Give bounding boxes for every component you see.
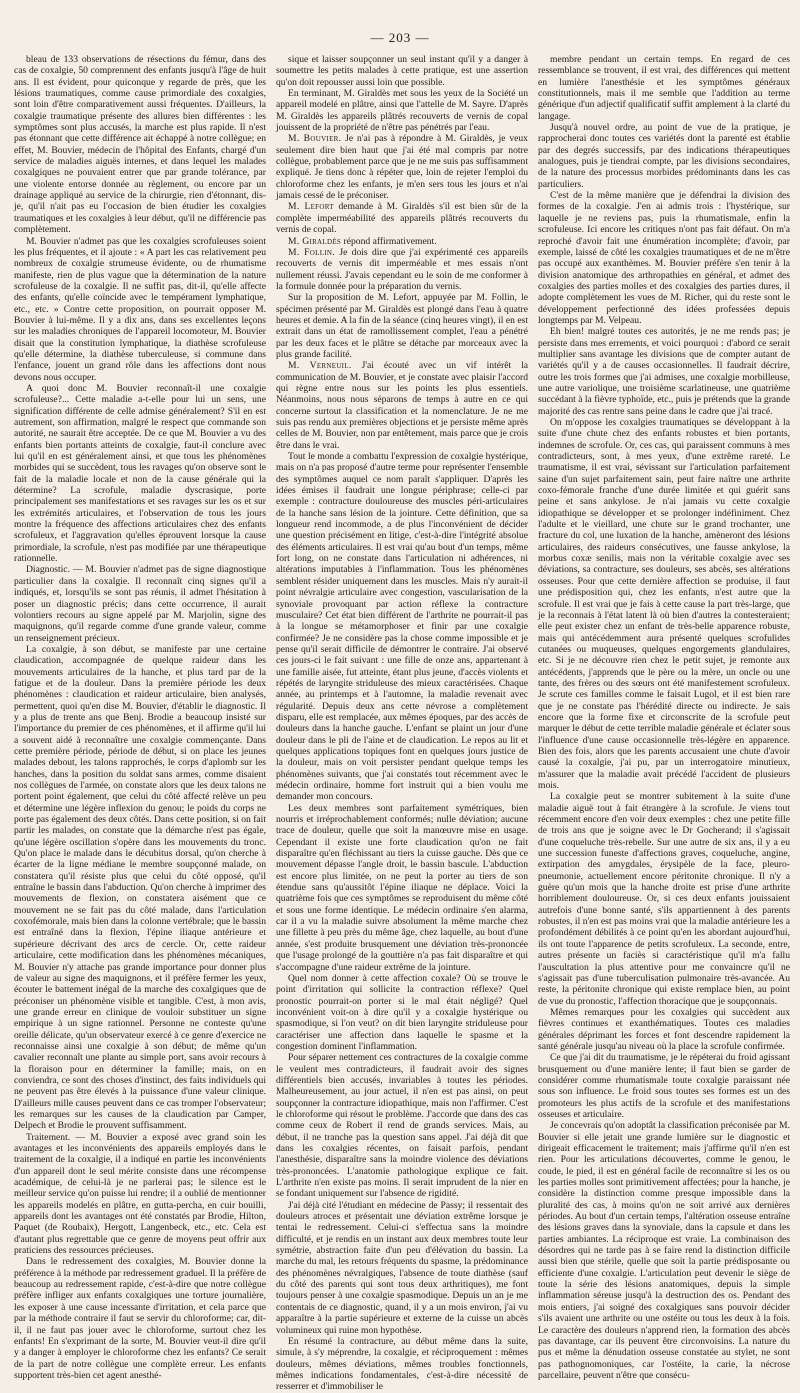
paragraph-text: Mêmes remarques pour les coxalgies qui succèdent aux fièvres continues et exanthématiques. Toutes ces maladies générales déprimant les forces et font descendre rapidement la santé générale jusqu'au niveau où la place la scrofule confirmée.	[538, 1006, 790, 1052]
paragraph	[538, 190, 790, 326]
paragraph	[276, 54, 528, 88]
paragraph-text: M. Bouvier n'admet pas que les coxalgies scrofuleuses soient les plus fréquentes, et il ajoute : « A part les cas relativement peu nombreux de coxalgie strumeuse évidente, ou de rhumatisme manifeste, rien de plus vague que la détermination de la nature scrofuleuse de la coxalgie. Il ne suffit pas, dit-il, qu'elle affecte des enfants, qu'elle coïncide avec le tempérament lymphatique, etc., etc. » Contre cette proposition, on pourrait opposer M. Bouvier à lui-même. Il y a dix ans, dans ses excellentes leçons sur les maladies chroniques de l'appareil locomoteur, M. Bouvier disait que la constitution lymphatique, la diathèse scrofuleuse qu'elle détermine, la diathèse tuberculeuse, si commune dans l'enfance, jouent un grand rôle dans les affections dont nous devons nous occuper.	[14, 235, 266, 383]
speaker-name: M. Follin.	[288, 246, 335, 258]
paragraph	[14, 1132, 266, 1257]
paragraph	[538, 417, 790, 791]
paragraph-text: J'ai écouté avec un vif intérêt la communication de M. Bouvier, et je constate avec plaisir l'accord qui règne entre nous sur les points les plus essentiels. Néanmoins, nous nous séparons de temps à autre en ce qui concerne surtout la classification et la nomenclature. Je ne me suis pas rendu aux premières objections et je persiste même après celles de M. Bouvier, non par entêtement, mais parce que je crois être dans le vrai.	[276, 360, 528, 451]
paragraph-text: En résumé la contracture, au début même dans la suite, simule, à s'y méprendre, la coxalgie, et réciproquement : mêmes douleurs, mêmes déviations, mêmes troubles fonctionnels, mêmes indications fondamentales, c'est-à-dire nécessité de resserrer et d'immobiliser le	[276, 1335, 528, 1393]
page-number: — 203 —	[370, 30, 430, 45]
paragraph	[276, 973, 528, 1052]
speaker-name: M. Giraldès	[288, 235, 342, 247]
paragraph	[276, 1052, 528, 1199]
paragraph-text: bleau de 133 observations de résections du fémur, dans des cas de coxalgie, 50 comprennent des enfants jusqu'à l'âge de huit ans. Il est évident, pour quiconque y regarde de près, que les lésions traumatiques, comme cause primordiale des coxalgies, sont loin d'être comparativement aussi fréquentes. D'ailleurs, la coxalgie traumatique présente des allures bien différentes : les symptômes sont plus accusés, la marche est plus rapide. Il n'est pas étonnant que cette différence ait échappé à notre collègue; en effet, M. Bouvier, médecin de l'hôpital des Enfants, chargé d'un service de maladies aiguës internes, et dans lequel les malades coxalgiques ne pouvaient entrer que par grande tolérance, par une violente entorse donnée au règlement, ou encore par un drainage appliqué au service de la chirurgie, rien d'étonnant, dis-je, qu'il n'ait pas eu l'occasion de bien étudier les coxalgies traumatiques et les coxalgies à leur début, qu'il ne différencie pas complètement.	[14, 54, 266, 236]
paragraph	[14, 644, 266, 1132]
paragraph-text: Dans le redressement des coxalgies, M. Bouvier donne la préférence à la méthode par redressement graduel. Il la préfère de beaucoup au redressement rapide, c'est-à-dire que notre collègue préfère infliger aux enfants coxalgiques une torture journalière, les exposer à une cause incessante d'irritation, et cela parce que par la méthode contraire il faut se servir du chloroforme; car, dit-il, il ne faut pas jouer avec le chloroforme, surtout chez les enfants! En s'exprimant de la sorte, M. Bouvier veut-il dire qu'il y a danger à employer le chloroforme chez les enfants? Ce serait de la part de notre collègue une complète erreur. Les enfants supportent très-bien cet agent anesthé-	[14, 1256, 266, 1381]
paragraph-text: Je dois dire que j'ai expérimenté ces appareils recouverts de vernis dit imperméable et mes essais n'ont nullement réussi. J'avais cependant eu le soin de me conformer à la formule donnée pour la préparation du vernis.	[276, 246, 529, 292]
text-column-right	[538, 54, 790, 1381]
paragraph-text: Diagnostic. — M. Bouvier n'admet pas de signe diagnostique particulier dans la coxalgie. Il reconnaît cinq signes qu'il a indiqués, et, lorsqu'ils se sont pas réunis, il admet l'hésitation à poser un diagnostic précis; dans cette occurrence, il aurait volontiers recours au signe appelé par M. Marjolin, signe des maquignons, qu'il regarde comme d'une grande valeur, comme un renseignement précieux.	[14, 564, 266, 644]
paragraph-text: Eh bien! malgré toutes ces autorités, je ne me rends pas; je persiste dans mes errements, et voici pourquoi : d'abord ce serait multiplier sans avantage les divisions que de compter autant de variétés qu'il y a de causes occasionnelles. Il faudrait décrire, outre les trois formes que j'ai admises, une coxalgie morbilleuse, une autre variolique, une troisième scarlatineuse, une quatrième succédant à la fièvre typhoïde, etc., puis je prétends que la grande majorité des cas rentre sans peine dans le cadre que j'ai tracé.	[538, 326, 790, 417]
paragraph	[14, 383, 266, 565]
paragraph	[14, 54, 266, 236]
paragraph-text: J'ai déjà cité l'étudiant en médecine de Passy; il ressentait des douleurs atroces et présentait une déviation extrême lorsque je tentai le redressement. Celui-ci s'effectua sans la moindre difficulté, et je rendis en un instant aux deux membres toute leur symétrie, abstraction faite d'un peu d'élévation du bassin. La marche du mal, les retours fréquents du spasme, la prédominance des phénomènes névralgiques, l'absence de toute diathèse (sauf du côté des parents qui sont tous deux arthritiques), me font toujours penser à une coxalgie spasmodique. Depuis un an je me contentais de ce diagnostic, quand, il y a un mois environ, j'ai vu apparaître à la partie supérieure et externe de la cuisse un abcès volumineux qui ruine mon hypothèse.	[276, 1199, 528, 1336]
paragraph	[14, 236, 266, 383]
paragraph	[276, 1200, 528, 1336]
speaker-name: M. Lefort	[288, 201, 334, 213]
paragraph-text: répond affirmativement.	[343, 235, 437, 247]
paragraph	[276, 247, 528, 292]
text-column-left	[14, 54, 267, 1381]
paragraph-text: C'est de la même manière que je défendrai la division des formes de la coxalgie. J'en ai admis trois : l'hystérique, sur laquelle je ne reviens pas, puis la rhumatismale, enfin la scrofuleuse. Ici encore les critiques n'ont pas fait défaut. On m'a reproché d'avoir fait une énumération incomplète; d'avoir, par exemple, laissé de côté les coxalgies traumatiques et de ne m'être pas occupé aux exanthèmes. M. Bouvier préfère s'en tenir à la division anatomique des arthropathies en général, et admet des coxalgies des parties molles et des coxalgies des parties dures, il adopte complètement les vues de M. Richer, qui du reste sont le développement perfectionné des idées professées depuis longtemps par M. Velpeau.	[538, 190, 790, 326]
paragraph	[538, 1120, 790, 1381]
paragraph-text: Traitement. — M. Bouvier a exposé avec grand soin les avantages et les inconvénients des appareils employés dans le traitement de la coxalgie, il a indiqué en partie les inconvénients d'un appareil dont le seul mérite consiste dans une récompense académique, de celui-là je ne parlerai pas; le silence est le meilleur service qu'on puisse lui rendre; il a oublié de mentionner les appareils modelés en plâtre, en gutta-percha, en cuir bouilli, appareils dont les avantages ont été constatés par Brodie, Hilton, Paquet (de Roubaix), Hergott, Langenbeck, etc., etc. Cela est d'autant plus regrettable que ce genre de moyens peut offrir aux praticiens des ressources précieuses.	[14, 1131, 266, 1257]
paragraph	[14, 564, 266, 643]
paragraph	[538, 326, 790, 417]
paragraph	[14, 1256, 266, 1381]
paragraph-text: Je n'ai pas à répondre à M. Giraldès, je veux seulement dire bien haut que j'ai été mal compris par notre collègue, probablement parce que je ne me suis pas suffisamment expliqué. Je tiens donc à répéter que, loin de rejeter l'emploi du chloroforme chez les enfants, je m'en sers tous les jours et n'ai jamais cessé de le préconiser.	[276, 133, 528, 202]
speaker-name: M. Bouvier.	[288, 133, 342, 145]
paragraph	[538, 1052, 790, 1120]
paragraph-text: Quel nom donner à cette affection coxale? Où se trouve le point d'irritation qui sollicite la contraction réflexe? Quel pronostic pourrait-on porter si le mal était négligé? Quel inconvénient voit-on à dire qu'il y a coxalgie hystérique ou spasmodique, si l'on veut? on dit bien laryngite striduleuse pour caractériser une affection dans laquelle le spasme et la congestion dominent l'inflammation.	[276, 972, 528, 1052]
paragraph-text: Ce que j'ai dit du traumatisme, je le répéterai du froid agissant brusquement ou d'une manière lente; il faut bien se garder de considérer comme rhumatismale toute coxalgie paraissant née sous son influence. Le froid sous toutes ses formes est un des promoteurs les plus actifs de la scrofule et des manifestations osseuses et articulaire.	[538, 1052, 790, 1120]
paragraph-text: Jusqu'à nouvel ordre, au point de vue de la pratique, je rapprocherai donc toutes ces variétés dont la parenté est établie par des degrés successifs, par des indications thérapeutiques analogues, puis je tiendrai compte, par les divisions secondaires, de la nature des processus morbides prédominants dans les cas particuliers.	[538, 122, 790, 190]
paragraph	[276, 292, 528, 360]
paragraph-text: En terminant, M. Giraldès met sous les yeux de la Société un appareil modelé en plâtre, ainsi que l'attelle de M. Sayre. D'après M. Giraldès les appareils plâtrés recouverts de vernis de copal jouissent de la propriété de n'être pas pénétrés par l'eau.	[276, 88, 528, 134]
paragraph	[276, 451, 528, 803]
paragraph	[276, 1336, 528, 1393]
paragraph-text: Sur la proposition de M. Lefort, appuyée par M. Follin, le spécimen présenté par M. Giraldès est plongé dans l'eau à quatre heures et demie. A la fin de la séance (cinq heures vingt), il en est extrait dans un état de ramollissement complet, l'eau a pénétré par les deux faces et le plâtre se détache par morceaux avec la plus grande facilité.	[276, 292, 528, 360]
paragraph-text: La coxalgie peut se montrer subitement à la suite d'une maladie aiguë tout à fait étrangère à la scrofule. Je viens tout récemment encore d'en voir deux exemples : chez une petite fille de trois ans que je soigne avec le Dr Gocherand; il s'agissait d'une coqueluche très-rebelle. Sur une autre de six ans, il y a eu une succession funeste d'affections graves, coqueluche, angine, extirpation des amygdales, érysipèle de la face, pleuro-pneumonie, actuellement encore péritonite chronique. Il n'y a guère qu'un mois que la hanche droite est prise d'une arthrite horriblement douloureuse. Or, si ces deux enfants jouissaient autrefois d'une bonne santé, s'ils appartiennent à des parents robustes, il n'en est pas moins vrai que la maladie antérieure les a profondément débilités à ce point qu'en les abordant aujourd'hui, ils ont toute l'apparence de petits scrofuleux. La seconde, entre, autres présente un faciès si caractéristique qu'il m'a fallu l'auscultation la plus attentive pour me convaincre qu'il ne s'agissait pas d'une tuberculisation pulmonaire très-avancée. Au reste, la péritonite chronique qui existe remplace bien, au point de vue du pronostic, l'affection thoracique que je soupçonnais.	[538, 791, 790, 1007]
paragraph	[276, 360, 528, 451]
paragraph	[538, 122, 790, 190]
paragraph	[538, 54, 790, 122]
paragraph-text: sique et laisser soupçonner un seul instant qu'il y a danger à soumettre les petits malades à cette pratique, est une assertion qu'on doit repousser aussi loin que possible.	[276, 54, 528, 88]
paragraph-text: Je concevrais qu'on adoptât la classification préconisée par M. Bouvier si elle jetait une grande lumière sur le diagnostic et dirigeait efficacement le traitement; mais j'affirme qu'il n'en est rien. Pour les articulations découvertes, comme le genou, le coude, le pied, il est en général facile de reconnaître si les os ou les parties molles sont primitivement affectées; pour la hanche, je considère la distinction comme presque impossible dans la pluralité des cas, à moins qu'on ne soit arrivé aux dernières périodes. Au bout d'un certain temps, l'altération osseuse entraîne des lésions graves dans la synoviale, dans la capsule et dans les parties ambiantes. La réciproque est vraie. La combinaison des désordres qui ne tarde pas à se faire rend la distinction difficile aussi bien que stérile, quelle que soit la partie prédisposante ou efficiente d'une coxalgie. L'articulation peut devenir le siège de toute la série des lésions anatomiques, depuis la simple inflammation séreuse jusqu'à la destruction des os. Pendant des mois entiers, j'ai soigné des coxalgiques sans pouvoir décider s'ils avaient une arthrite ou une ostéite ou tous les deux à la fois. Le caractère des douleurs n'apprend rien, la formation des abcès pas davantage, car ils peuvent être circonvoisins. La nature du pus et même la dénudation osseuse constatée au stylet, ne sont pas pathognomoniques, car l'ostéite, la carie, la nécrose parcellaire, peuvent n'être que consécu-	[538, 1120, 790, 1381]
paragraph	[276, 133, 528, 201]
paragraph-text: demande à M. Giraldès s'il est bien sûr de la complète imperméabilité des appareils plâtrés recouverts du vernis de copal.	[276, 201, 528, 236]
paragraph-text: Les deux membres sont parfaitement symétriques, bien nourris et irréprochablement conformés; nulle déviation; aucune trace de douleur, quelle que soit la manœuvre mise en usage. Cependant il existe une forte claudication qu'on ne fait disparaître qu'en fléchissant au tiers la cuisse gauche. Dès que ce mouvement dépasse l'angle droit, le bassin bascule. L'abduction est encore plus limitée, on ne peut la porter au tiers de son étendue sans qu'aussitôt l'épine iliaque ne déplace. Voici la quatrième fois que ces symptômes se reproduisent du même côté et sous une forme identique. Le médecin ordinaire s'en alarma, car il a vu la maladie suivre absolument la même marche chez une fillette à peu près du même âge, chez laquelle, au bout d'une année, s'est produite brusquement une déviation très-prononcée que l'usage prolongé de la gouttière n'a pas fait disparaître et qui s'accompagne d'une raideur extrême de la jointure.	[276, 802, 528, 973]
paragraph-text: A quoi donc M. Bouvier reconnaît-il une coxalgie scrofuleuse?... Cette maladie a-t-elle pour lui un sens, une signification différente de celle admise généralement? S'il en est autrement, son affirmation, malgré le respect que commande son autorité, ne saurait être acceptée. De ce que M. Bouvier a vu des enfants bien portants atteints de coxalgie, faut-il conclure avec lui qu'il en est généralement ainsi, et que tous les phénomènes morbides qui se succèdent, tous les ravages qu'on observe sont le fait de la maladie locale et non de la cause générale qui la détermine? La scrofule, maladie dyscrasique, porte principalement ses manifestations et ses ravages sur les os et sur les extrémités articulaires, et l'observation de tous les jours montre la fréquence des affections articulaires chez des enfants scrofuleux, et l'aggravation qu'elles éprouvent lorsque la cause primordiale, la scrofule, n'est pas modifiée par une thérapeutique rationnelle.	[14, 382, 266, 565]
paragraph	[538, 791, 790, 1007]
paragraph	[538, 1007, 790, 1052]
paragraph	[276, 803, 528, 973]
speaker-name: M. Verneuil.	[288, 360, 352, 372]
paragraph-text: membre pendant un certain temps. En regard de ces ressemblance se trouvent, il est vrai, des différences qui mettent en lumière l'anesthésie et les symptômes généraux constitutionnels, mais il me semble que l'addition au terme générique d'un adjectif qualificatif suffit amplement à la clarté du langage.	[538, 54, 790, 122]
paragraph	[276, 201, 528, 235]
paragraph-text: Tout le monde a combattu l'expression de coxalgie hystérique, mais on n'a pas proposé d'autre terme pour représenter l'ensemble des symptômes auquel ce nom paraît s'appliquer. D'après les idées émises il faudrait une longue périphrase; celle-ci par exemple : contracture douloureuse des muscles péri-articulaires de la hanche sans lésion de la jointure. Cette définition, que sa longueur rend incommode, a de plus l'inconvénient de décider une question précisément en litige, c'est-à-dire l'intégrité absolue des éléments articulaires. Il est vrai qu'au bout d'un temps, même fort long, on ne constate dans l'articulation ni adhérences, ni altérations imputables à l'inflammation. Tous les phénomènes semblent résider uniquement dans les muscles. Mais n'y aurait-il point névralgie articulaire avec congestion, vascularisation de la synoviale provoquant par action réflexe la contracture musculaire? Cet état bien différent de l'arthrite ne pourrait-il pas à la longue se métamorphoser et finir par une coxalgie confirmée? Je ne considère pas la chose comme impossible et je pense qu'il serait difficile de démontrer le contraire. J'ai observé ces jours-ci le fait suivant : une fille de onze ans, appartenant à une famille aisée, fut atteinte, étant plus jeune, d'accès violents et répétés de laryngite striduleuse des mieux caractérisées. Chaque année, au printemps et à l'automne, la maladie revenait avec régularité. Depuis deux ans cette névrose a complètement disparu, elle est remplacée, aux mêmes époques, par des accès de douleurs dans la hanche gauche. L'enfant se plaint un jour d'une douleur dans le pli de l'aine et de claudication. Le repos au lit et quelques applications topiques font en quelques jours justice de la douleur, mais on voit persister pendant quelque temps les phénomènes suivants, que j'ai constatés tout récemment avec le médecin ordinaire, homme fort instruit qui a bien voulu me demander mon concours.	[276, 451, 528, 803]
text-column-middle	[276, 54, 529, 1393]
paragraph	[276, 236, 528, 247]
paragraph-text: Pour séparer nettement ces contractures de la coxalgie comme le veulent mes contradicteurs, il faudrait avoir des signes différentiels bien accusés, invariables à toutes les périodes. Malheureusement, au jour actuel, il n'en est pas ainsi, on peut soupçonner la contracture idiopathique, mais non l'affirmer. C'est le chloroforme qui résout le problème. J'accorde que dans des cas comme ceux de Robert il rend de grands services. Mais, au début, il ne tranche pas la question sans appel. J'ai déjà dit que dans les coxalgies récentes, on faisait parfois, pendant l'anesthésie, disparaître sans la moindre violence des déviations très-prononcées. L'anatomie pathologique explique ce fait. L'arthrite n'en existe pas moins. Il serait imprudent de la nier en se fondant uniquement sur l'absence de rigidité.	[276, 1052, 528, 1200]
paragraph	[276, 88, 528, 133]
paragraph-text: La coxalgie, à son début, se manifeste par une certaine claudication, accompagnée de quelque raideur dans les mouvements articulaires de la hanche, et plus tard par de la fatigue et de la douleur. Dans la première période les deux phénomènes : claudication et raideur articulaire, bien analysés, permettent, quoi qu'en dise M. Bouvier, d'établir le diagnostic. Il y a plus de trente ans que Benj. Brodie a beaucoup insisté sur l'importance du premier de ces phénomènes, et il affirme qu'il lui a souvent aidé à reconnaître une coxalgie commençante. Dans cette première période, période de début, si on place les jeunes malades debout, les talons rapprochés, le corps d'aplomb sur les hanches, dans la position du soldat sans armes, comme disaient nos collègues de l'armée, on constate alors que les deux talons ne portent point également, que celui du côté affecté relève un peu et détermine une légère inflexion du genou; le poids du corps ne porte pas également des deux côtés. Dans cette position, si on fait partir les malades, on constate que la démarche n'est pas égale, qu'une légère oscillation s'opère dans les mouvements du tronc. Qu'on place le malade dans le décubitus dorsal, qu'on cherche à écarter de la ligne médiane le membre soupçonné malade, on constatera qu'il résiste plus que celui du côté opposé, qu'il entraîne le bassin dans l'abduction. Qu'on cherche à imprimer des mouvements de flexion, on constatera aisément que ce mouvement ne se fait pas du côté malade, dans l'articulation coxofémorale, mais bien dans la colonne vertébrale; que le bassin est entraîné dans la flexion, l'épine iliaque antérieure et supérieure décrivant des arcs de cercle. Or, cette raideur articulaire, cette modification dans les phénomènes mécaniques, M. Bouvier n'y attache pas grande importance pour donner plus de valeur au signe des maquignons, et il préfère fermer les yeux, écouter le battement inégal de la marche des coxalgiques que de préconiser un phénomène visible et tangible. C'est, à mon avis, une grande erreur en clinique de vouloir substituer un signe empirique à un signe rationnel. Personne ne conteste qu'une oreille délicate, qu'un observateur exercé à ce genre d'exercice ne reconnaisse ainsi une coxalgie à son début; de même qu'un cavalier reconnaît une plante au simple port, sans avoir recours à la floraison pour en déterminer la famille; mais, on en conviendra, ce sont des choses d'instinct, des faits individuels qui ne peuvent pas être élevés à la puissance d'une valeur clinique. D'ailleurs mille causes peuvent dans ce cas tromper l'observateur; les remarques sur les causes de la claudication par Camper, Delpech et Brodie le prouvent suffisamment.	[14, 643, 267, 1132]
paragraph-text: On m'oppose les coxalgies traumatiques se développant à la suite d'une chute chez des enfants robustes et bien portants, indemnes de scrofule. Or, ces cas, qui paraissent communs à mes contradicteurs, sont, à mes yeux, d'une extrême rareté. Le traumatisme, il est vrai, sévissant sur l'articulation parfaitement saine d'un sujet parfaitement sain, peut faire naître une arthrite coxo-fémorale franche d'une durée limitée et qui guérit sans peine et sans ankylose. Je n'ai jamais vu cette coxalgie idiopathique se développer et se prolonger indéfiniment. Chez l'adulte et le vieillard, une chute sur le grand trochanter, une fracture du col, une luxation de la hanche, amèneront des lésions articulaires, des raideurs consécutives, une fausse ankylose, la morbus coxæ senilis, mais non la véritable coxalgie avec ses déviations, sa contracture, ses douleurs, ses abcès, ses altérations osseuses. Pour que cette dernière affection se produise, il faut une prédisposition qui, chez les enfants, n'est autre que la scrofule. Il est vrai que je fais à cette cause la part très-large, que je la reconnais à l'état latent là où bien d'autres la contesteraient; elle peut exister chez un enfant de très-belle apparence robuste, mais qui antécédemment aura présenté quelques scrofulides cutanées ou muqueuses, quelques engorgements glandulaires, etc. Si je ne découvre rien chez le petit sujet, je remonte aux antécédents, j'apprends que le père ou la mère, un oncle ou une tante, des frères ou des sœurs ont été manifestement scrofuleux. Je scrute ces familles comme le faisait Lugol, et il est bien rare que je ne constate pas l'hérédité directe ou indirecte. Je sais encore que la forme fixe et circonscrite de la scrofule peut marquer le début de cette terrible maladie générale et éclater sous l'influence d'une cause occasionnelle très-légère en apparence. Bien des fois, alors que les parents accusaient une chute d'avoir causé la coxalgie, j'ai pu, par un interrogatoire minutieux, m'assurer que la maladie avait précédé l'accident de plusieurs mois.	[538, 417, 790, 791]
